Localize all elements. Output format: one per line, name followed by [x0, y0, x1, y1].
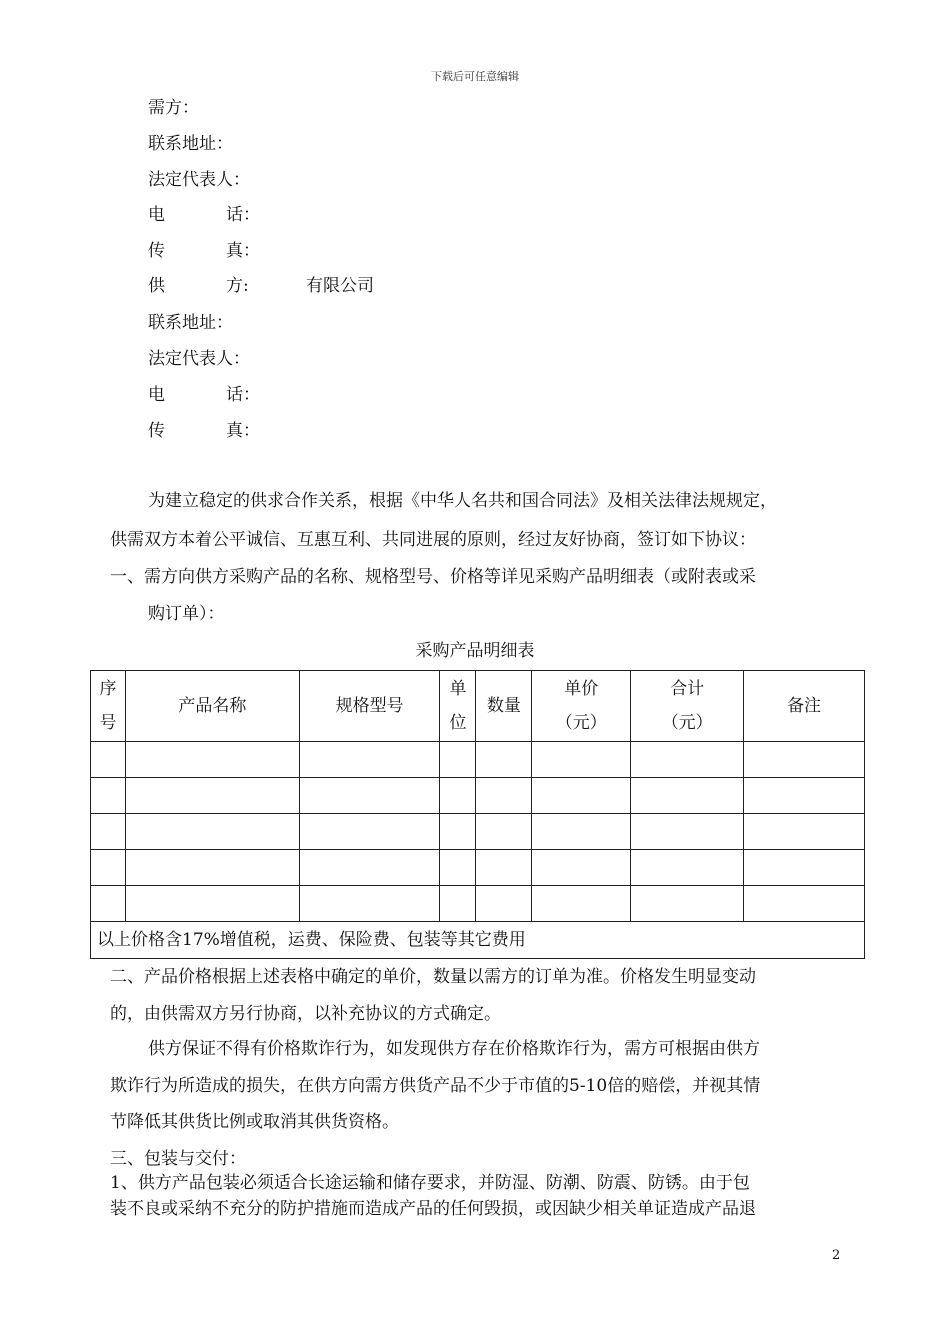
col-spec: 规格型号 [299, 671, 440, 742]
table-title: 采购产品明细表 [415, 641, 535, 661]
clause1-line-1: 一、需方向供方采购产品的名称、规格型号、价格等详见采购产品明细表（或附表或采 [110, 567, 756, 587]
clause2-line-1: 二、产品价格根据上述表格中确定的单价，数量以需方的订单为准。价格发生明显变动 [110, 967, 756, 987]
table-row [91, 814, 865, 850]
clause2-line-2: 的，由供需双方另行协商，以补充协议的方式确定。 [110, 1004, 501, 1024]
intro-line-1: 为建立稳定的供求合作关系，根据《中华人名共和国合同法》及相关法律法规规定， [148, 491, 777, 511]
buyer-party-label: 需方： [148, 98, 199, 118]
supplier-fax-label: 传 真： [148, 421, 260, 441]
table-row [91, 778, 865, 814]
clause2-line-3: 供方保证不得有价格欺诈行为，如发现供方存在价格欺诈行为，需方可根据由供方 [148, 1039, 760, 1059]
buyer-address-label: 联系地址： [148, 134, 233, 154]
col-product-name: 产品名称 [125, 671, 299, 742]
page-number: 2 [832, 1248, 841, 1263]
buyer-fax-label: 传 真： [148, 241, 260, 261]
clause2-line-5: 节降低其供货比例或取消其供货资格。 [110, 1112, 399, 1132]
clause3-title: 三、包装与交付： [110, 1149, 246, 1169]
table-row [91, 886, 865, 922]
page-header: 下载后可任意编辑 [431, 70, 519, 83]
table-row [91, 850, 865, 886]
clause3-line-1: 1、供方产品包装必须适合长途运输和储存要求，并防湿、防潮、防震、防锈。由于包 [110, 1173, 750, 1193]
clause3-line-2: 装不良或采纳不充分的防护措施而造成产品的任何毁损，或因缺少相关单证造成产品退 [110, 1199, 756, 1219]
intro-line-2: 供需双方本着公平诚信、互惠互利、共同进展的原则，经过友好协商，签订如下协议： [110, 530, 756, 550]
col-seq: 序 号 [91, 671, 126, 742]
supplier-rep-label: 法定代表人： [148, 349, 250, 369]
buyer-phone-label: 电 话： [148, 205, 260, 225]
buyer-rep-label: 法定代表人： [148, 170, 250, 190]
table-note-row [91, 922, 865, 959]
clause1-line-2: 购订单）： [148, 604, 225, 624]
col-unit: 单 位 [440, 671, 476, 742]
col-qty: 数量 [476, 671, 532, 742]
clause2-line-4: 欺诈行为所造成的损失，在供方向需方供货产品不少于市值的5-10倍的赔偿，并视其情 [110, 1076, 761, 1096]
table-header-row [91, 671, 865, 742]
supplier-address-label: 联系地址： [148, 313, 233, 333]
col-total: 合计 （元） [631, 671, 744, 742]
col-unit-price: 单价 （元） [532, 671, 631, 742]
product-detail-table [90, 670, 865, 959]
supplier-phone-label: 电 话： [148, 385, 260, 405]
supplier-name-value: 有限公司 [306, 276, 374, 296]
price-note: 以上价格含17%增值税，运费、保险费、包装等其它费用 [91, 922, 865, 959]
table-row [91, 742, 865, 778]
supplier-party-label: 供 方: 有限公司 [148, 276, 374, 296]
col-remark: 备注 [744, 671, 865, 742]
